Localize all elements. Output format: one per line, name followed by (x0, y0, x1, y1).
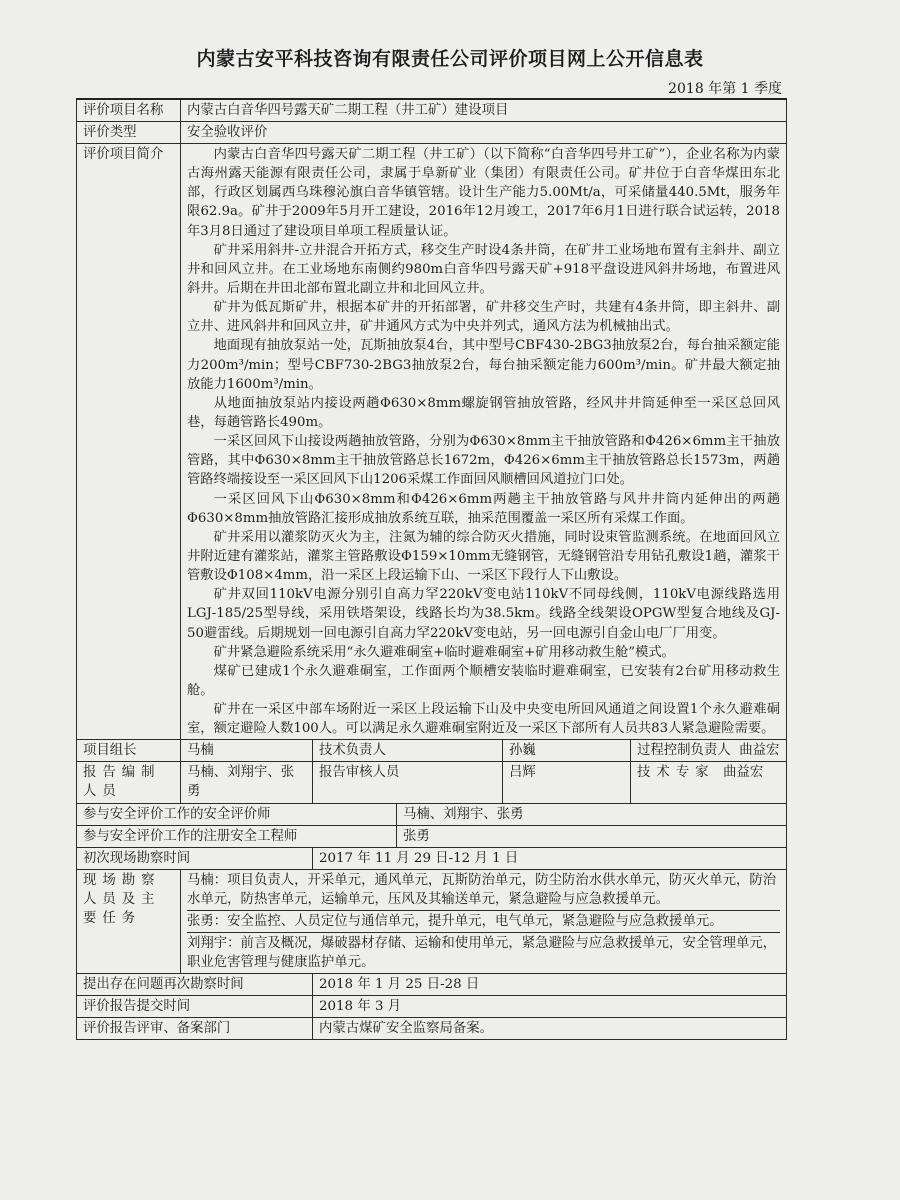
revisit-label: 提出存在问题再次勘察时间 (77, 973, 313, 995)
intro-paragraph: 矿井采用斜井-立井混合开拓方式，移交生产时设4条井筒，在矿井工业场地布置有主斜井、副立井和回风立井。在工业场地东南侧约980m白音华四号露天矿+918平盘设进风斜井场地，布置进风斜井。后期在井田北部布置北副立井和北回风立井。 (187, 242, 780, 297)
intro-paragraph: 矿井双回110kV电源分别引自高力罕220kV变电站110kV不同母线侧，110kV电源线路选用LGJ-185/25型导线，采用铁塔架设，线路长均为38.5km。线路全线架设OPGW型复合地线及GJ-50避雷线。后期规划一回电源引自高力罕220kV变电站，另一回电源引自金山电厂厂用变。 (187, 587, 780, 641)
intro-paragraph: 矿井紧急避险系统采用“永久避难硐室+临时避难硐室+矿用移动救生舱”模式。 (213, 644, 675, 660)
project-name-label: 评价项目名称 (77, 99, 181, 122)
task-item: 马楠：项目负责人，开采单元，通风单元，瓦斯防治单元，防尘防治水供水单元，防灭火单元，防治水单元，防热害单元，运输单元，压风及其输送单元，紧急避险与应急救援单元。 (187, 870, 780, 911)
evaluation-type-label: 评价类型 (77, 122, 181, 144)
task-item: 张勇：安全监控、人员定位与通信单元，提升单元，电气单元，紧急避险与应急救援单元。 (187, 911, 780, 933)
row-report-submit (77, 995, 787, 1017)
intro-paragraph: 矿井在一采区中部车场附近一采区上段运输下山及中央变电所回风通道之间设置1个永久避难硐室，额定避险人数100人。可以满足永久避难硐室附近及一采区下部所有人员共83人紧急避险需要。 (187, 702, 780, 737)
intro-paragraph: 一采区回风下山接设两趟抽放管路，分别为Φ630×8mm主干抽放管路和Φ426×6mm主干抽放管路，其中Φ630×8mm主干抽放管路总长1672m，Φ426×6mm主干抽放管路总长1573m，两趟管路终端接设至一采区回风下山1206采煤工作面回风顺槽回风道拉门口处。 (187, 434, 780, 488)
row-first-survey (77, 847, 787, 869)
quarter-label: 2018 年第 1 季度 (668, 81, 782, 97)
row-project-intro (77, 144, 787, 740)
tech-lead-value: 孙巍 (503, 740, 631, 762)
row-report-authors (77, 762, 787, 803)
survey-staff-tasks (181, 869, 787, 973)
row-revisit (77, 973, 787, 995)
project-intro-label: 评价项目简介 (77, 144, 181, 740)
first-survey-label: 初次现场勘察时间 (77, 847, 313, 869)
process-lead-label: 过程控制负责人 (637, 743, 731, 759)
reviewer-label: 报告审核人员 (313, 762, 503, 803)
intro-paragraph: 矿井为低瓦斯矿井，根据本矿井的开拓部署，矿井移交生产时，共建有4条井筒，即主斜井、副立井、进风斜井和回风立井，矿井通风方式为中央并列式，通风方法为机械抽出式。 (187, 300, 780, 335)
task-item: 刘翔宇：前言及概况，爆破器材存储、运输和使用单元，紧急避险与应急救援单元，安全管理单元，职业危害管理与健康监护单元。 (187, 935, 777, 970)
row-survey-staff (77, 869, 787, 973)
registered-engineer-value: 张勇 (397, 825, 787, 847)
project-intro-text (181, 144, 787, 740)
page-title: 内蒙古安平科技咨询有限责任公司评价项目网上公开信息表 (196, 48, 704, 70)
expert-value: 曲益宏 (723, 765, 764, 781)
intro-paragraph: 地面现有抽放泵站一处，瓦斯抽放泵4台，其中型号CBF430-2BG3抽放泵2台，每台抽采额定能力200m³/min；型号CBF730-2BG3抽放泵2台，每台抽采额定能力600m³/min。矿井最大额定抽放能力1600m³/min。 (187, 338, 780, 392)
survey-staff-label: 现场勘察人员及主要任务 (77, 869, 181, 973)
process-lead-cell (631, 740, 787, 762)
row-safety-evaluators (77, 803, 787, 825)
intro-paragraph: 内蒙古白音华四号露天矿二期工程（井工矿）（以下简称“白音华四号井工矿”），企业名称为内蒙古海州露天能源有限责任公司，隶属于阜新矿业（集团）有限责任公司。矿井位于白音华煤田东北部，行政区划属西乌珠穆沁旗白音华镇管辖。设计生产能力5.00Mt/a，可采储量440.5Mt，服务年限62.9a。矿井于2009年5月开工建设，2016年12月竣工，2017年6月1日进行联合试运转，2018年3月8日通过了建设项目单项工程质量认证。 (187, 147, 780, 239)
leader-label: 项目组长 (77, 740, 181, 762)
intro-paragraph: 从地面抽放泵站内接设两趟Φ630×8mm螺旋钢管抽放管路，经风井井筒延伸至一采区总回风巷，每趟管路长490m。 (187, 395, 780, 431)
row-project-name (77, 99, 787, 122)
intro-paragraph: 矿井采用以灌浆防灭火为主，注氮为辅的综合防灭火措施，同时设束管监测系统。在地面回风立井附近建有灌浆站，灌浆主管路敷设Φ159×10mm无缝钢管，无缝钢管沿专用钻孔敷设1趟，灌浆干管敷设Φ108×4mm，沿一采区上段运输下山、一采区下段行人下山敷设。 (187, 529, 780, 584)
review-dept-value: 内蒙古煤矿安全监察局备案。 (313, 1017, 787, 1039)
expert-label: 技术专家 (637, 765, 715, 781)
row-team-leads (77, 740, 787, 762)
evaluation-type-value: 安全验收评价 (181, 122, 787, 144)
intro-paragraph: 一采区回风下山Φ630×8mm和Φ426×6mm两趟主干抽放管路与风井井筒内延伸出的两趟Φ630×8mm抽放管路汇接形成抽放系统互联，抽采范围覆盖一采区所有采煤工作面。 (187, 491, 780, 526)
tech-lead-label: 技术负责人 (313, 740, 503, 762)
authors-label: 报告编制人员 (77, 762, 181, 803)
authors-value: 马楠、刘翔宇、张勇 (181, 762, 313, 803)
process-lead-value: 曲益宏 (739, 743, 780, 759)
first-survey-value: 2017 年 11 月 29 日-12 月 1 日 (313, 847, 787, 869)
report-submit-label: 评价报告提交时间 (77, 995, 313, 1017)
project-name-value: 内蒙古白音华四号露天矿二期工程（井工矿）建设项目 (181, 99, 787, 122)
report-submit-value: 2018 年 3 月 (313, 995, 787, 1017)
row-review-dept (77, 1017, 787, 1039)
row-evaluation-type (77, 122, 787, 144)
intro-paragraph: 煤矿已建成1个永久避难硐室，工作面两个顺槽安装临时避难硐室，已安装有2台矿用移动救生舱。 (187, 663, 780, 698)
safety-evaluator-value: 马楠、刘翔宇、张勇 (397, 803, 787, 825)
revisit-value: 2018 年 1 月 25 日-28 日 (313, 973, 787, 995)
row-registered-engineer (77, 825, 787, 847)
review-dept-label: 评价报告评审、备案部门 (77, 1017, 313, 1039)
project-info-table (76, 98, 787, 1040)
safety-evaluator-label: 参与安全评价工作的安全评价师 (77, 803, 397, 825)
registered-engineer-label: 参与安全评价工作的注册安全工程师 (77, 825, 397, 847)
reviewer-value: 吕辉 (503, 762, 631, 803)
leader-value: 马楠 (181, 740, 313, 762)
expert-cell (631, 762, 787, 803)
